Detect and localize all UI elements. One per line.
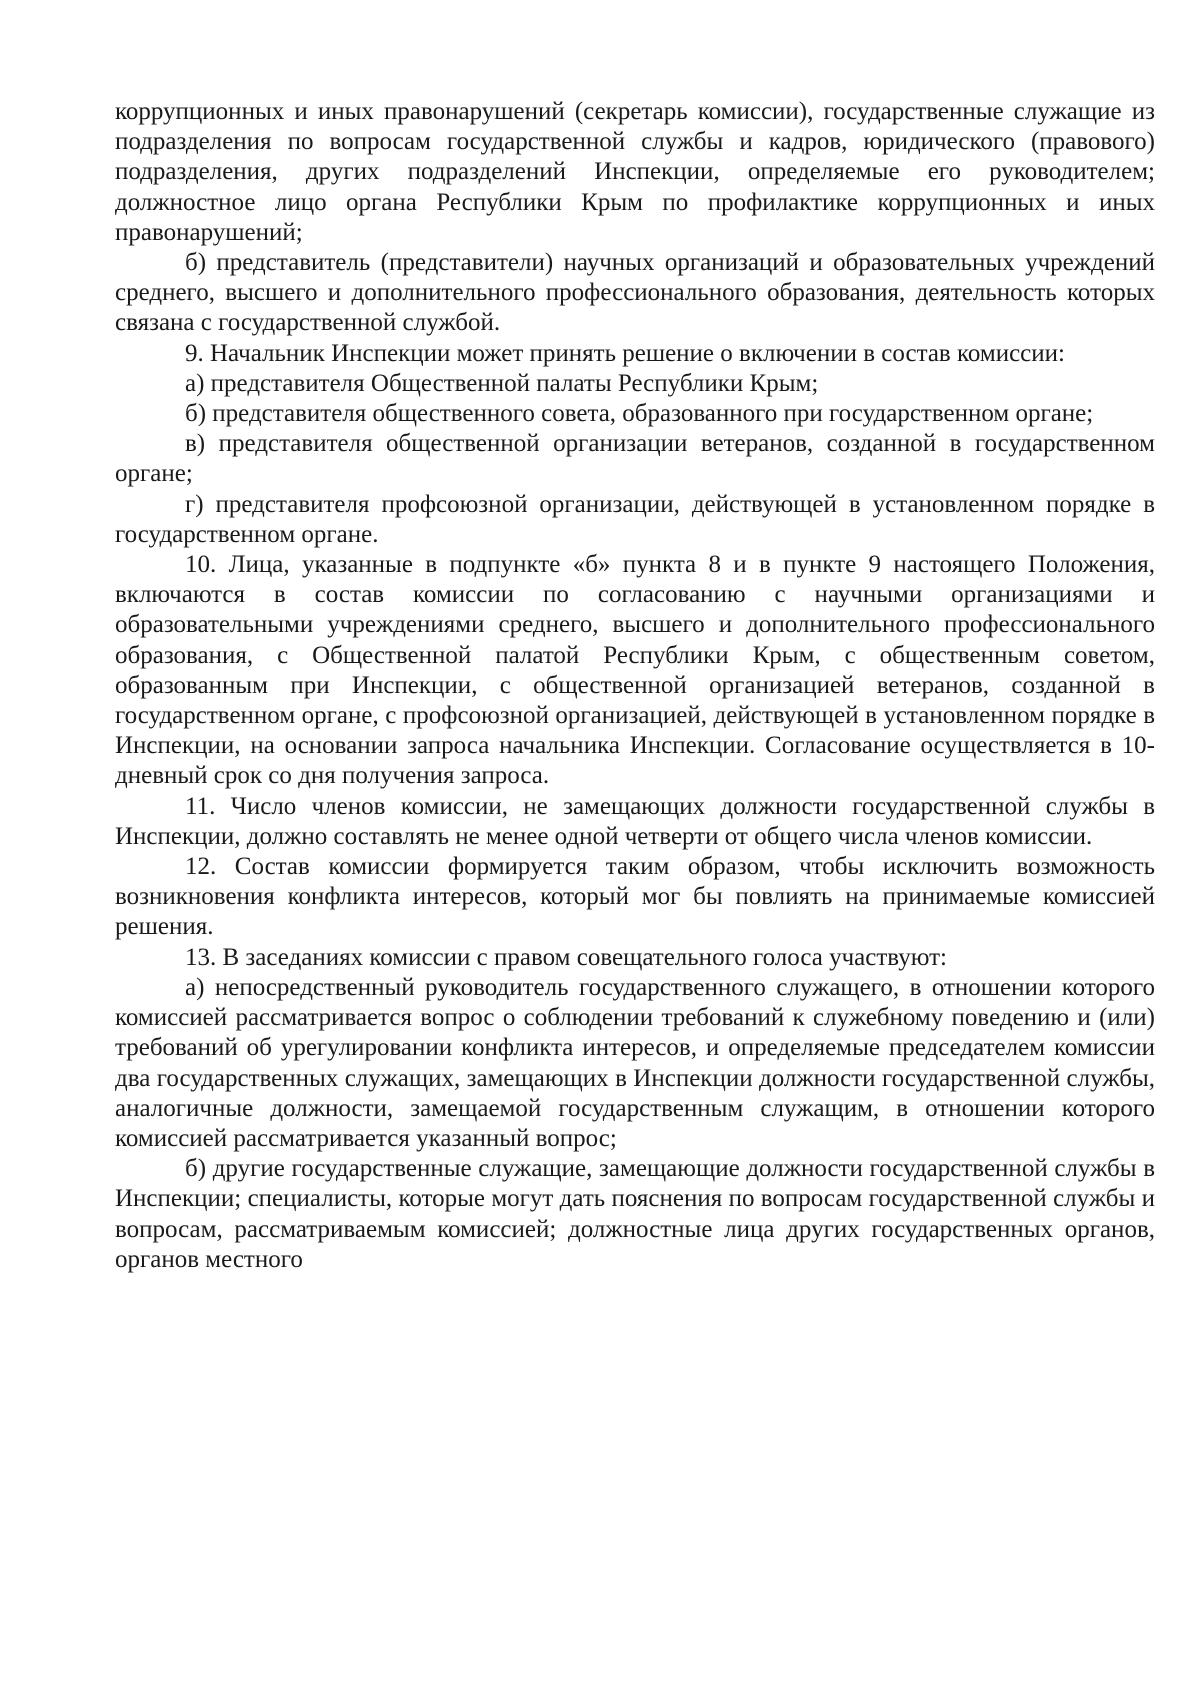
- paragraph-13b: б) другие государственные служащие, замещающие должности государственной службы в Инспекции; специалисты, которые могут дать пояснения по вопросам государственной службы и вопросам, рассматриваемым комиссией; должностные лица других государственных органов, органов местного: [115, 1155, 1155, 1273]
- paragraph-13a: а) непосредственный руководитель государственного служащего, в отношении которого комиссией рассматривается вопрос о соблюдении требований к служебному поведению и (или) требований об урегулировании конфликта интересов, и определяемые председателем комиссии два государственных служащих, замещающих в Инспекции должности государственной службы, аналогичные должности, замещаемой государственным служащим, в отношении которого комиссией рассматривается указанный вопрос;: [115, 973, 1155, 1152]
- paragraph-13: 13. В заседаниях комиссии с правом совещательного голоса участвуют:: [185, 943, 947, 971]
- paragraph-11: 11. Число членов комиссии, не замещающих должности государственной службы в Инспекции, должно составлять не менее одной четверти от общего числа членов комиссии.: [115, 792, 1155, 850]
- paragraph-continuation-8a: коррупционных и иных правонарушений (секретарь комиссии), государственные служащие из подразделения по вопросам государственной службы и кадров, юридического (правового) подразделения, других подразделений Инспекции, определяемые его руководителем; должностное лицо органа Республики Крым по профилактике коррупционных и иных правонарушений;: [115, 98, 1155, 246]
- paragraph-9g: г) представителя профсоюзной организации, действующей в установленном порядке в государственном органе.: [115, 490, 1155, 548]
- paragraph-10: 10. Лица, указанные в подпункте «б» пункта 8 и в пункте 9 настоящего Положения, включаются в состав комиссии по согласованию с научными организациями и образовательными учреждениями среднего, высшего и дополнительного профессионального образования, с Общественной палатой Республики Крым, с общественным советом, образованным при Инспекции, с общественной организацией ветеранов, созданной в государственном органе, с профсоюзной организацией, действующей в установленном порядке в Инспекции, на основании запроса начальника Инспекции. Согласование осуществляется в 10-дневный срок со дня получения запроса.: [115, 551, 1155, 790]
- paragraph-9v: в) представителя общественной организации ветеранов, созданной в государственном органе;: [115, 430, 1155, 488]
- document-page: [115, 97, 1155, 1275]
- paragraph-12: 12. Состав комиссии формируется таким образом, чтобы исключить возможность возникновения конфликта интересов, который мог бы повлиять на принимаемые комиссией решения.: [115, 853, 1155, 941]
- paragraph-9a: а) представителя Общественной палаты Республики Крым;: [185, 369, 819, 397]
- paragraph-8b: б) представитель (представители) научных организаций и образовательных учреждений среднего, высшего и дополнительного профессионального образования, деятельность которых связана с государственной службой.: [115, 249, 1155, 337]
- paragraph-9b: б) представителя общественного совета, образованного при государственном органе;: [185, 400, 1094, 428]
- paragraph-9: 9. Начальник Инспекции может принять решение о включении в состав комиссии:: [185, 339, 1065, 367]
